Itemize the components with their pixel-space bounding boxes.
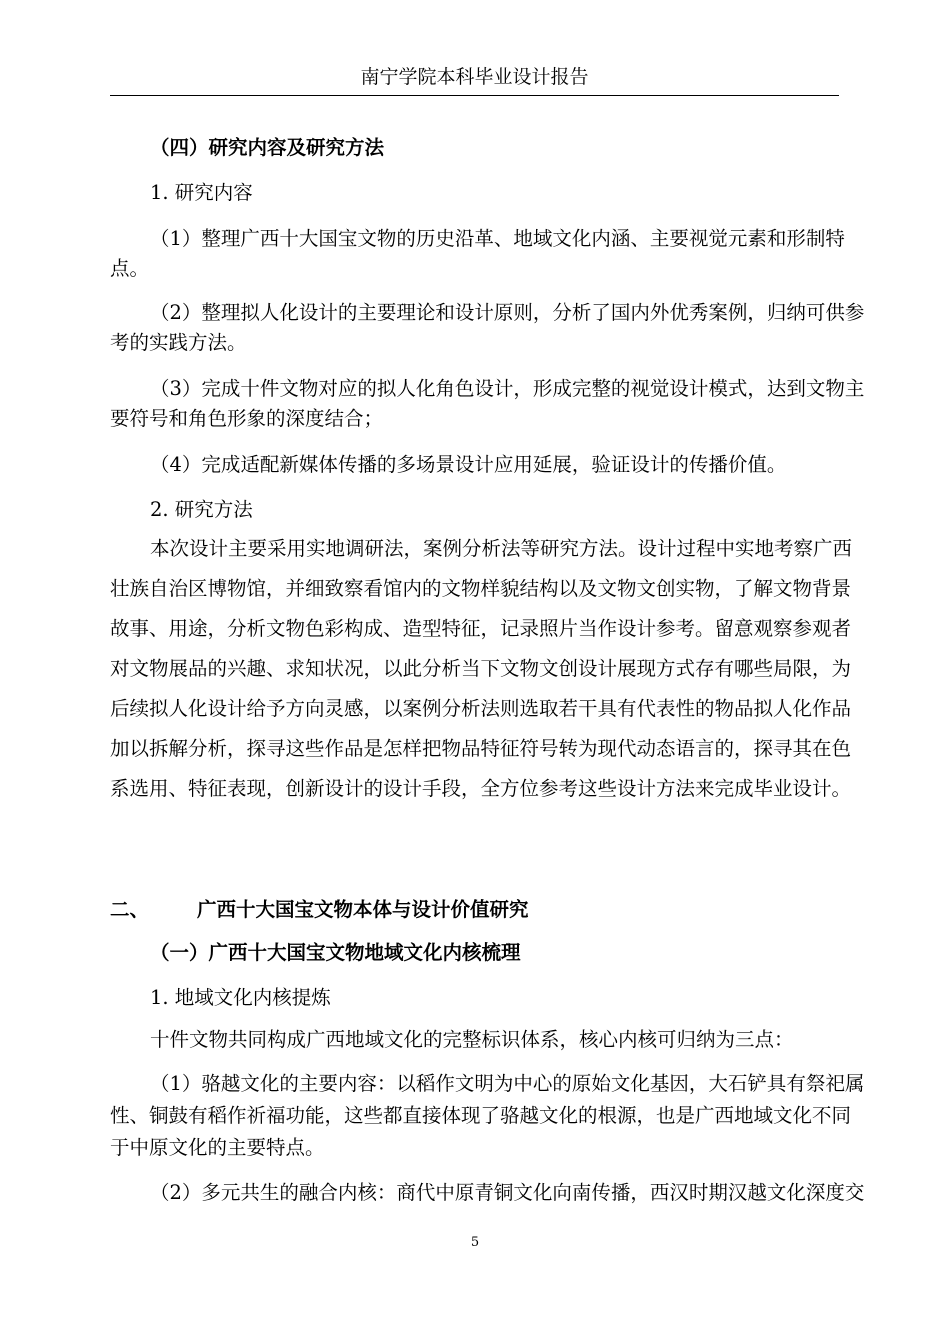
- paragraph-line: 对文物展品的兴趣、求知状况，以此分析当下文物文创设计展现方式存有哪些局限，为: [110, 657, 852, 680]
- paragraph-line: 十件文物共同构成广西地域文化的完整标识体系，核心内核可归纳为三点：: [150, 1028, 794, 1051]
- paragraph-line: 点。: [110, 257, 150, 280]
- paragraph-line: （1）骆越文化的主要内容：以稻作文明为中心的原始文化基因，大石铲具有祭祀属: [150, 1072, 865, 1095]
- subsection-heading: 2. 研究方法: [150, 498, 253, 521]
- paragraph-line: 系选用、特征表现，创新设计的设计手段，全方位参考这些设计方法来完成毕业设计。: [110, 777, 852, 800]
- paragraph-line: 于中原文化的主要特点。: [110, 1136, 325, 1159]
- paragraph-line: 本次设计主要采用实地调研法，案例分析法等研究方法。设计过程中实地考察广西: [150, 537, 853, 560]
- subsection-heading: 1. 地域文化内核提炼: [150, 986, 331, 1009]
- page-number: 5: [470, 1235, 480, 1250]
- header-title: 南宁学院本科毕业设计报告: [360, 66, 589, 88]
- chapter-title: 广西十大国宝文物本体与设计价值研究: [197, 898, 529, 921]
- paragraph-line: （3）完成十件文物对应的拟人化角色设计，形成完整的视觉设计模式，达到文物主: [150, 377, 865, 400]
- paragraph-line: 壮族自治区博物馆，并细致察看馆内的文物样貌结构以及文物文创实物，了解文物背景: [110, 577, 852, 600]
- paragraph-line: （2）多元共生的融合内核：商代中原青铜文化向南传播，西汉时期汉越文化深度交: [150, 1181, 865, 1204]
- paragraph-line: 加以拆解分析，探寻这些作品是怎样把物品特征符号转为现代动态语言的，探寻其在色: [110, 737, 852, 760]
- subsection-heading: 1. 研究内容: [150, 181, 253, 204]
- paragraph-line: 故事、用途，分析文物色彩构成、造型特征，记录照片当作设计参考。留意观察参观者: [110, 617, 852, 640]
- section-heading: （一）广西十大国宝文物地域文化内核梳理: [150, 941, 521, 964]
- header-divider: [110, 95, 839, 96]
- paragraph-line: 要符号和角色形象的深度结合；: [110, 407, 384, 430]
- section-heading: （四）研究内容及研究方法: [150, 136, 385, 159]
- paragraph-line: （1）整理广西十大国宝文物的历史沿革、地域文化内涵、主要视觉元素和形制特: [150, 227, 845, 250]
- paragraph-line: （2）整理拟人化设计的主要理论和设计原则，分析了国内外优秀案例，归纳可供参: [150, 301, 865, 324]
- paragraph-line: （4）完成适配新媒体传播的多场景设计应用延展，验证设计的传播价值。: [150, 453, 787, 476]
- paragraph-line: 性、铜鼓有稻作祈福功能，这些都直接体现了骆越文化的根源，也是广西地域文化不同: [110, 1104, 852, 1127]
- paragraph-line: 考的实践方法。: [110, 331, 247, 354]
- paragraph-line: 后续拟人化设计给予方向灵感，以案例分析法则选取若干具有代表性的物品拟人化作品: [110, 697, 852, 720]
- chapter-number: 二、: [110, 898, 150, 921]
